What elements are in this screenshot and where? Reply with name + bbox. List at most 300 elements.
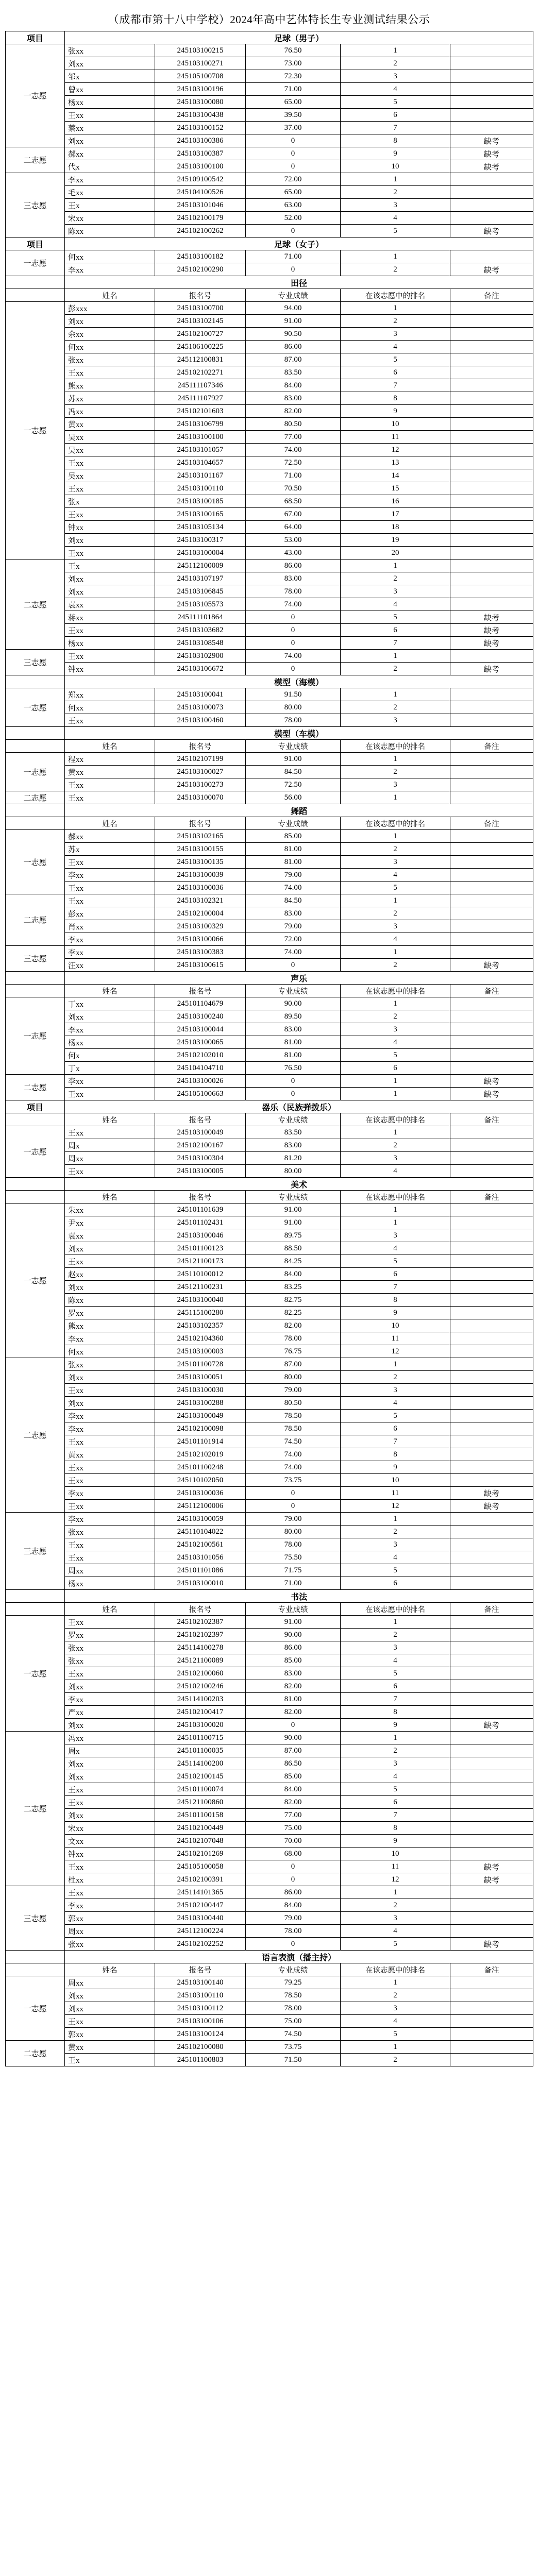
table-row (6, 650, 533, 663)
registration-number: 245103100070 (155, 791, 246, 804)
registration-number: 245103100066 (155, 933, 246, 946)
rank: 5 (341, 1667, 450, 1680)
remark (450, 250, 533, 263)
student-name: 刘xx (65, 1397, 155, 1410)
table-row (6, 147, 533, 160)
table-row (6, 456, 533, 469)
registration-number: 245102104360 (155, 1332, 246, 1345)
section-title: 模型（海模） (65, 675, 533, 688)
table-row (6, 1860, 533, 1873)
section-title-row (6, 1100, 533, 1113)
score: 75.50 (246, 1551, 341, 1564)
choice-group: 一志愿 (6, 1616, 65, 1732)
score: 90.00 (246, 997, 341, 1010)
student-name: 张xx (65, 1654, 155, 1667)
score: 86.00 (246, 560, 341, 572)
remark (450, 1435, 533, 1448)
registration-number: 245103100240 (155, 1010, 246, 1023)
table-row (6, 57, 533, 70)
rank: 10 (341, 160, 450, 173)
student-name: 王xx (65, 2015, 155, 2028)
table-row (6, 1886, 533, 1899)
table-row (6, 1538, 533, 1551)
score: 0 (246, 1487, 341, 1500)
registration-number: 245103100003 (155, 1345, 246, 1358)
rank: 2 (341, 1139, 450, 1152)
rank: 4 (341, 1551, 450, 1564)
remark (450, 1564, 533, 1577)
remark (450, 2028, 533, 2041)
rank: 9 (341, 1461, 450, 1474)
score: 86.00 (246, 1641, 341, 1654)
header-blank (6, 1603, 65, 1616)
score: 71.00 (246, 250, 341, 263)
table-row (6, 1345, 533, 1358)
remark (450, 997, 533, 1010)
table-row (6, 1088, 533, 1100)
student-name: 黄xx (65, 2041, 155, 2054)
student-name: 王xx (65, 1500, 155, 1513)
registration-number: 245102100167 (155, 1139, 246, 1152)
registration-number: 245105100663 (155, 1088, 246, 1100)
table-row (6, 1358, 533, 1371)
registration-number: 245102100290 (155, 263, 246, 276)
table-row (6, 547, 533, 560)
remark (450, 392, 533, 405)
student-name: 王xx (65, 1796, 155, 1809)
choice-group: 一志愿 (6, 1976, 65, 2041)
remark (450, 1384, 533, 1397)
student-name: 刘xx (65, 1010, 155, 1023)
table-row (6, 1371, 533, 1384)
remark (450, 1410, 533, 1422)
remark: 缺考 (450, 263, 533, 276)
student-name: 刘xx (65, 1680, 155, 1693)
rank: 4 (341, 341, 450, 353)
column-header: 在该志愿中的排名 (341, 1963, 450, 1976)
table-row (6, 199, 533, 212)
column-header: 姓名 (65, 1113, 155, 1126)
rank: 1 (341, 1204, 450, 1216)
student-name: 王xx (65, 482, 155, 495)
student-name: 黄xx (65, 418, 155, 431)
table-row (6, 1036, 533, 1049)
rank: 11 (341, 1332, 450, 1345)
rank: 2 (341, 1526, 450, 1538)
rank: 6 (341, 1680, 450, 1693)
remark (450, 1165, 533, 1178)
remark (450, 1693, 533, 1706)
remark (450, 508, 533, 521)
registration-number: 245110104022 (155, 1526, 246, 1538)
student-name: 王xx (65, 1088, 155, 1100)
score: 74.00 (246, 444, 341, 456)
table-row (6, 1757, 533, 1770)
table-row (6, 315, 533, 328)
student-name: 苏xx (65, 392, 155, 405)
table-row (6, 1641, 533, 1654)
registration-number: 245104100526 (155, 186, 246, 199)
registration-number: 245102100098 (155, 1422, 246, 1435)
remark (450, 1023, 533, 1036)
score: 81.00 (246, 1049, 341, 1062)
remark (450, 1680, 533, 1693)
rank: 8 (341, 1706, 450, 1719)
rank: 6 (341, 1062, 450, 1075)
table-row (6, 225, 533, 238)
remark (450, 1912, 533, 1925)
score: 85.00 (246, 1770, 341, 1783)
registration-number: 245101100728 (155, 1358, 246, 1371)
rank: 9 (341, 405, 450, 418)
score: 90.00 (246, 1629, 341, 1641)
table-row (6, 379, 533, 392)
student-name: 李xx (65, 946, 155, 959)
score: 82.75 (246, 1294, 341, 1307)
score: 52.00 (246, 212, 341, 225)
student-name: 刘xx (65, 315, 155, 328)
table-row (6, 2002, 533, 2015)
remark (450, 791, 533, 804)
registration-number: 245103100080 (155, 96, 246, 109)
rank: 8 (341, 134, 450, 147)
score: 72.50 (246, 456, 341, 469)
table-row (6, 791, 533, 804)
rank: 3 (341, 585, 450, 598)
score: 81.00 (246, 1693, 341, 1706)
column-header: 报名号 (155, 1113, 246, 1126)
registration-number: 245112100006 (155, 1500, 246, 1513)
student-name: 王xx (65, 894, 155, 907)
score: 72.50 (246, 778, 341, 791)
rank: 3 (341, 778, 450, 791)
remark (450, 701, 533, 714)
header-blank (6, 817, 65, 830)
registration-number: 245103102321 (155, 894, 246, 907)
remark (450, 1062, 533, 1075)
rank: 4 (341, 933, 450, 946)
remark: 缺考 (450, 160, 533, 173)
student-name: 王xx (65, 1886, 155, 1899)
rank: 7 (341, 122, 450, 134)
table-row (6, 869, 533, 882)
column-header: 报名号 (155, 985, 246, 997)
remark (450, 1976, 533, 1989)
score: 87.00 (246, 1744, 341, 1757)
table-row (6, 2015, 533, 2028)
score: 74.00 (246, 946, 341, 959)
rank: 2 (341, 1010, 450, 1023)
remark (450, 2041, 533, 2054)
choice-group: 一志愿 (6, 44, 65, 147)
registration-number: 245101100715 (155, 1732, 246, 1744)
remark: 缺考 (450, 134, 533, 147)
student-name: 陈xx (65, 225, 155, 238)
remark (450, 753, 533, 766)
rank: 2 (341, 57, 450, 70)
student-name: 冯xx (65, 405, 155, 418)
table-row (6, 1204, 533, 1216)
registration-number: 245103103682 (155, 624, 246, 637)
choice-group: 一志愿 (6, 250, 65, 276)
remark (450, 1307, 533, 1319)
column-header: 姓名 (65, 289, 155, 302)
remark (450, 379, 533, 392)
remark (450, 1989, 533, 2002)
score: 78.00 (246, 714, 341, 727)
registration-number: 245101100035 (155, 1744, 246, 1757)
table-row (6, 1294, 533, 1307)
remark (450, 1770, 533, 1783)
table-row (6, 366, 533, 379)
registration-number: 245103102165 (155, 830, 246, 843)
registration-number: 245103100004 (155, 547, 246, 560)
remark (450, 894, 533, 907)
student-name: 王xx (65, 366, 155, 379)
student-name: 王xx (65, 1551, 155, 1564)
score: 71.00 (246, 83, 341, 96)
student-name: 钟xx (65, 1848, 155, 1860)
registration-number: 245103100124 (155, 2028, 246, 2041)
rank: 1 (341, 753, 450, 766)
table-row (6, 572, 533, 585)
student-name: 郭xx (65, 1912, 155, 1925)
table-row (6, 1526, 533, 1538)
rank: 10 (341, 1319, 450, 1332)
rank: 20 (341, 547, 450, 560)
table-row (6, 766, 533, 778)
choice-group: 三志愿 (6, 1886, 65, 1951)
student-name: 罗xx (65, 1307, 155, 1319)
table-row (6, 830, 533, 843)
remark: 缺考 (450, 637, 533, 650)
score: 0 (246, 611, 341, 624)
score: 91.00 (246, 753, 341, 766)
column-header: 专业成绩 (246, 817, 341, 830)
remark (450, 315, 533, 328)
rank: 2 (341, 1629, 450, 1641)
registration-number: 245106100225 (155, 341, 246, 353)
score: 76.75 (246, 1345, 341, 1358)
remark (450, 1732, 533, 1744)
registration-number: 245103100020 (155, 1719, 246, 1732)
column-header: 在该志愿中的排名 (341, 740, 450, 753)
remark (450, 70, 533, 83)
registration-number: 245103101046 (155, 199, 246, 212)
header-blank (6, 985, 65, 997)
table-row (6, 1513, 533, 1526)
remark: 缺考 (450, 1500, 533, 1513)
rank: 8 (341, 1294, 450, 1307)
score: 0 (246, 663, 341, 675)
remark (450, 2054, 533, 2066)
score: 83.00 (246, 907, 341, 920)
student-name: 吴xx (65, 469, 155, 482)
section-label (6, 1590, 65, 1603)
table-row (6, 1255, 533, 1268)
remark (450, 328, 533, 341)
student-name: 王x (65, 199, 155, 212)
score: 91.00 (246, 1204, 341, 1216)
registration-number: 245103100112 (155, 2002, 246, 2015)
remark (450, 1397, 533, 1410)
score: 91.00 (246, 1616, 341, 1629)
table-row (6, 1809, 533, 1822)
score: 37.00 (246, 122, 341, 134)
column-header-row (6, 289, 533, 302)
score: 79.00 (246, 1384, 341, 1397)
student-name: 邹x (65, 70, 155, 83)
remark (450, 1371, 533, 1384)
column-header: 专业成绩 (246, 1191, 341, 1204)
score: 79.00 (246, 1513, 341, 1526)
rank: 15 (341, 482, 450, 495)
column-header: 姓名 (65, 740, 155, 753)
rank: 1 (341, 997, 450, 1010)
remark (450, 109, 533, 122)
rank: 10 (341, 1474, 450, 1487)
registration-number: 245102100004 (155, 907, 246, 920)
student-name: 余xx (65, 328, 155, 341)
student-name: 周x (65, 1139, 155, 1152)
remark (450, 650, 533, 663)
registration-number: 245105100708 (155, 70, 246, 83)
student-name: 文xx (65, 1835, 155, 1848)
registration-number: 245121100173 (155, 1255, 246, 1268)
table-row (6, 160, 533, 173)
remark: 缺考 (450, 225, 533, 238)
column-header: 姓名 (65, 1963, 155, 1976)
rank: 2 (341, 1744, 450, 1757)
registration-number: 245103108548 (155, 637, 246, 650)
student-name: 代x (65, 160, 155, 173)
registration-number: 245102100060 (155, 1667, 246, 1680)
registration-number: 245102101269 (155, 1848, 246, 1860)
score: 78.00 (246, 585, 341, 598)
table-row (6, 1654, 533, 1667)
score: 86.50 (246, 1757, 341, 1770)
registration-number: 245103100288 (155, 1397, 246, 1410)
student-name: 王xx (65, 109, 155, 122)
registration-number: 245104104710 (155, 1062, 246, 1075)
rank: 1 (341, 1088, 450, 1100)
student-name: 周xx (65, 1976, 155, 1989)
student-name: 冯xx (65, 1732, 155, 1744)
registration-number: 245103100110 (155, 1989, 246, 2002)
rank: 1 (341, 1886, 450, 1899)
table-row (6, 1938, 533, 1951)
score: 0 (246, 1075, 341, 1088)
table-row (6, 122, 533, 134)
remark (450, 1577, 533, 1590)
student-name: 王xx (65, 624, 155, 637)
score: 72.00 (246, 933, 341, 946)
section-title: 语言表演（播主持） (65, 1951, 533, 1963)
table-row (6, 1139, 533, 1152)
rank: 3 (341, 920, 450, 933)
table-row (6, 1410, 533, 1422)
remark (450, 44, 533, 57)
student-name: 朱xx (65, 1204, 155, 1216)
rank: 3 (341, 2002, 450, 2015)
student-name: 王xx (65, 882, 155, 894)
table-row (6, 1023, 533, 1036)
section-title: 足球（男子） (65, 31, 533, 44)
score: 74.00 (246, 882, 341, 894)
table-row (6, 2054, 533, 2066)
score: 71.00 (246, 1577, 341, 1590)
student-name: 王xx (65, 1255, 155, 1268)
score: 79.00 (246, 1912, 341, 1925)
registration-number: 245103100044 (155, 1023, 246, 1036)
score: 84.00 (246, 1783, 341, 1796)
remark (450, 1616, 533, 1629)
rank: 3 (341, 328, 450, 341)
remark: 缺考 (450, 959, 533, 972)
registration-number: 245103100152 (155, 122, 246, 134)
registration-number: 245103102357 (155, 1319, 246, 1332)
registration-number: 245121100231 (155, 1281, 246, 1294)
table-row (6, 920, 533, 933)
score: 74.50 (246, 2028, 341, 2041)
section-title: 器乐（民族弹拨乐） (65, 1100, 533, 1113)
table-row (6, 1667, 533, 1680)
student-name: 刘xx (65, 134, 155, 147)
choice-group: 一志愿 (6, 753, 65, 791)
rank: 2 (341, 1899, 450, 1912)
student-name: 黄xx (65, 1448, 155, 1461)
score: 0 (246, 225, 341, 238)
remark: 缺考 (450, 624, 533, 637)
rank: 1 (341, 791, 450, 804)
student-name: 赵xx (65, 1268, 155, 1281)
choice-group: 一志愿 (6, 830, 65, 894)
rank: 5 (341, 1564, 450, 1577)
rank: 1 (341, 688, 450, 701)
student-name: 钟xx (65, 521, 155, 534)
registration-number: 245101101914 (155, 1435, 246, 1448)
student-name: 王xx (65, 1461, 155, 1474)
registration-number: 245103101056 (155, 1551, 246, 1564)
score: 73.00 (246, 57, 341, 70)
score: 83.00 (246, 572, 341, 585)
registration-number: 245103100036 (155, 1487, 246, 1500)
section-title-row (6, 804, 533, 817)
results-table (5, 31, 533, 2066)
score: 79.25 (246, 1976, 341, 1989)
choice-group: 一志愿 (6, 688, 65, 727)
registration-number: 245103104657 (155, 456, 246, 469)
score: 0 (246, 1873, 341, 1886)
rank: 17 (341, 508, 450, 521)
score: 87.00 (246, 1358, 341, 1371)
remark (450, 418, 533, 431)
registration-number: 245103100135 (155, 856, 246, 869)
remark (450, 856, 533, 869)
table-row (6, 997, 533, 1010)
rank: 3 (341, 1757, 450, 1770)
score: 74.00 (246, 650, 341, 663)
rank: 19 (341, 534, 450, 547)
table-row (6, 1796, 533, 1809)
registration-number: 245102107199 (155, 753, 246, 766)
rank: 3 (341, 70, 450, 83)
rank: 1 (341, 830, 450, 843)
student-name: 宋xx (65, 1822, 155, 1835)
score: 81.00 (246, 1036, 341, 1049)
table-row (6, 1706, 533, 1719)
student-name: 刘xx (65, 572, 155, 585)
